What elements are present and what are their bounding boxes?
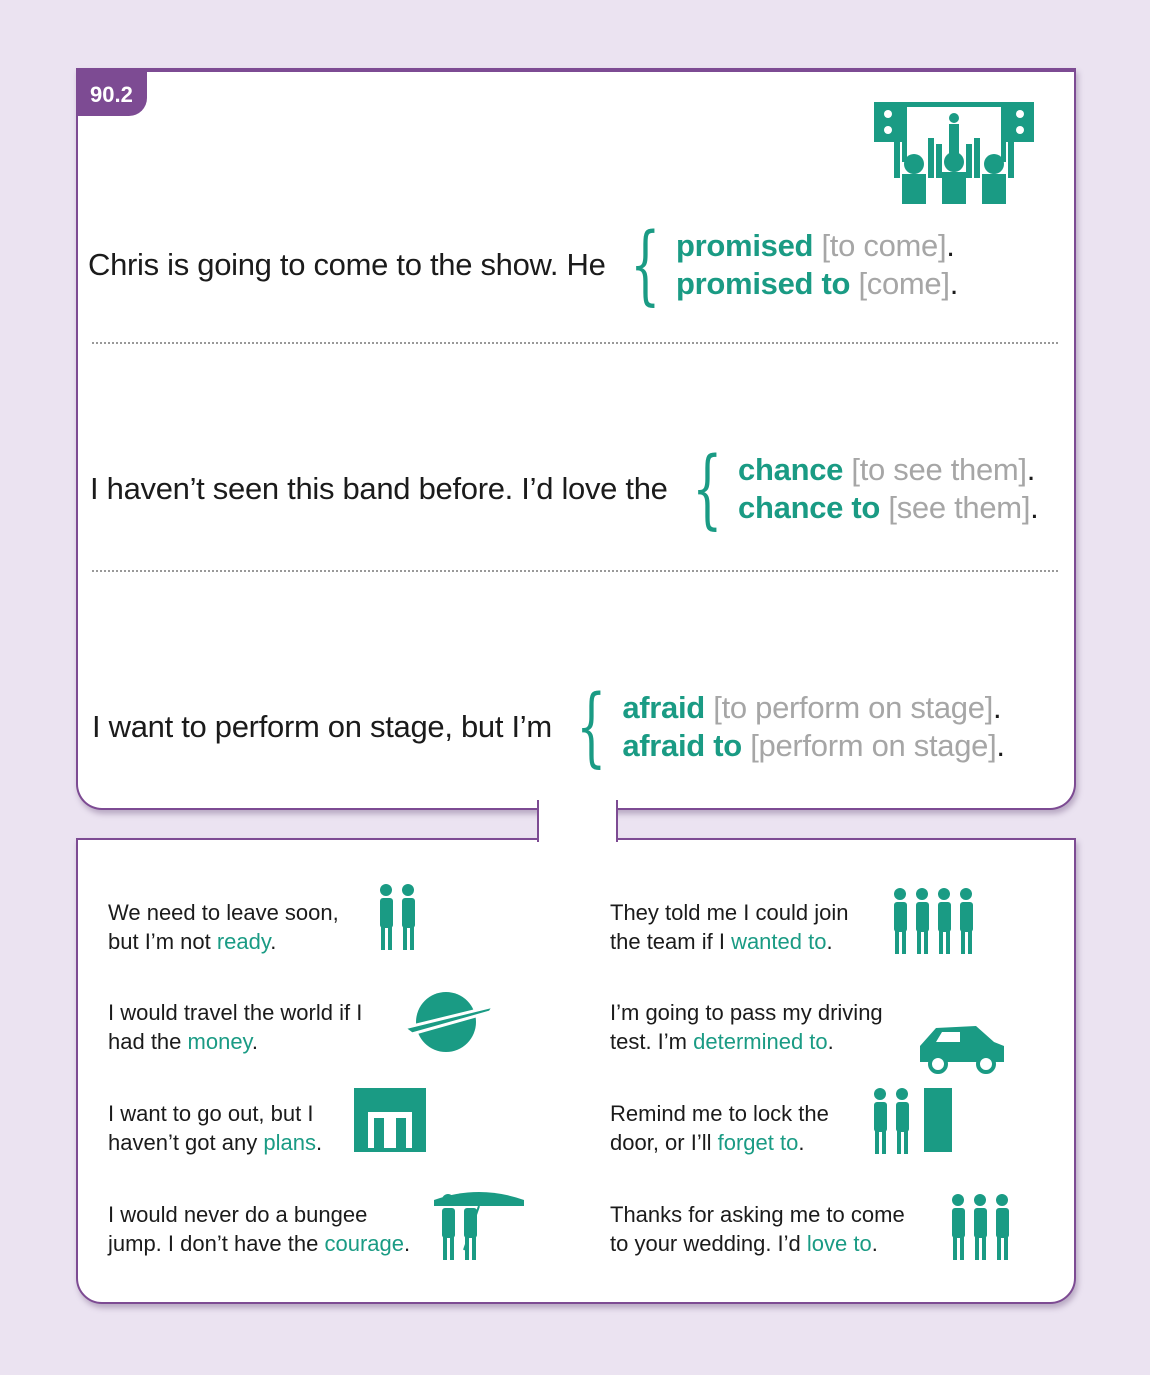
- example-text: door, or I’ll: [610, 1130, 718, 1155]
- example-line-2: [610, 1229, 905, 1258]
- sentence-text: I haven’t seen this band before. I’d love the: [90, 471, 668, 506]
- car-icon: [916, 1006, 1006, 1086]
- example-text: had the: [108, 1029, 188, 1054]
- period: .: [1030, 490, 1039, 525]
- example-text: to your wedding. I’d: [610, 1231, 807, 1256]
- waiting-people-icon: [372, 880, 462, 960]
- example-text: jump. I don’t have the: [108, 1231, 325, 1256]
- rest: [to come]: [821, 228, 947, 263]
- example-line-2: [108, 927, 339, 956]
- example-keyword: plans: [263, 1130, 316, 1155]
- divider: [92, 570, 1058, 572]
- sentence-3: [92, 677, 1005, 777]
- example-item: [108, 898, 339, 956]
- answer: chance to: [738, 490, 881, 525]
- answer: afraid: [622, 690, 705, 725]
- answer: chance: [738, 452, 844, 487]
- example-line-1: Remind me to lock the: [610, 1101, 829, 1126]
- example-text: test. I’m: [610, 1029, 694, 1054]
- example-line-1: I would never do a bungee: [108, 1202, 368, 1227]
- example-line-2: [610, 927, 848, 956]
- example-line-1: I want to go out, but I: [108, 1101, 314, 1126]
- example-text: but I’m not: [108, 929, 217, 954]
- exercise-number: 90.2: [78, 72, 147, 116]
- example-text: the team if I: [610, 929, 732, 954]
- wedding-icon: [944, 1190, 1034, 1270]
- sentence-1: [88, 215, 959, 315]
- period: .: [946, 228, 955, 263]
- period: .: [315, 1130, 323, 1155]
- door-icon: [866, 1084, 956, 1164]
- example-line-1: Thanks for asking me to come: [610, 1202, 905, 1227]
- rest: [see them]: [888, 490, 1031, 525]
- example-line-1: We need to leave soon,: [108, 900, 339, 925]
- rest: [to see them]: [851, 452, 1027, 487]
- example-keyword: love to: [806, 1231, 872, 1256]
- bungee-icon: [434, 1190, 524, 1270]
- answer: promised to: [676, 266, 851, 301]
- example-line-2: [108, 1027, 362, 1056]
- example-text: haven’t got any: [108, 1130, 264, 1155]
- option: [676, 227, 958, 265]
- example-item: [610, 998, 883, 1056]
- example-line-1: They told me I could join: [610, 900, 849, 925]
- brace: {: [629, 215, 660, 315]
- period: .: [798, 1130, 805, 1155]
- answer: afraid to: [622, 728, 742, 763]
- example-line-1: I’m going to pass my driving: [610, 1000, 883, 1025]
- option: [622, 689, 1004, 727]
- example-keyword: forget to: [717, 1130, 799, 1155]
- period: .: [251, 1029, 259, 1054]
- concert-icon: [874, 98, 1034, 204]
- example-item: [610, 898, 848, 956]
- period: .: [871, 1231, 878, 1256]
- globe-plane-icon: [404, 982, 494, 1062]
- example-item: [610, 1099, 829, 1157]
- example-keyword: determined to: [693, 1029, 828, 1054]
- example-line-2: [108, 1128, 322, 1157]
- example-keyword: courage: [324, 1231, 404, 1256]
- period: .: [826, 929, 833, 954]
- divider: [92, 342, 1058, 344]
- panel-connector: [537, 800, 618, 842]
- option: [676, 265, 958, 303]
- example-item: [108, 1099, 322, 1157]
- sentence-text: Chris is going to come to the show. He: [88, 247, 606, 282]
- rest: [come]: [858, 266, 950, 301]
- example-item: [610, 1200, 905, 1258]
- example-line-2: [610, 1027, 883, 1056]
- example-keyword: ready: [216, 929, 271, 954]
- period: .: [270, 929, 277, 954]
- brace: {: [576, 677, 607, 777]
- sentence-text: I want to perform on stage, but I’m: [92, 709, 552, 744]
- exercise-panel: [76, 68, 1076, 810]
- example-line-1: I would travel the world if I: [108, 1000, 363, 1025]
- option: [738, 451, 1038, 489]
- example-line-2: [108, 1229, 410, 1258]
- team-icon: [886, 884, 976, 964]
- period: .: [403, 1231, 411, 1256]
- rest: [perform on stage]: [750, 728, 997, 763]
- window-icon: [354, 1088, 444, 1168]
- example-item: [108, 1200, 410, 1258]
- example-keyword: wanted to: [731, 929, 827, 954]
- period: .: [827, 1029, 834, 1054]
- rest: [to perform on stage]: [713, 690, 994, 725]
- brace: {: [691, 439, 722, 539]
- period: .: [949, 266, 959, 301]
- sentence-2: [90, 439, 1039, 539]
- example-item: [108, 998, 362, 1056]
- option: [738, 489, 1038, 527]
- example-keyword: money: [187, 1029, 252, 1054]
- period: .: [1026, 452, 1036, 487]
- period: .: [996, 728, 1005, 763]
- example-line-2: [610, 1128, 829, 1157]
- period: .: [993, 690, 1002, 725]
- option: [622, 727, 1004, 765]
- answer: promised: [676, 228, 814, 263]
